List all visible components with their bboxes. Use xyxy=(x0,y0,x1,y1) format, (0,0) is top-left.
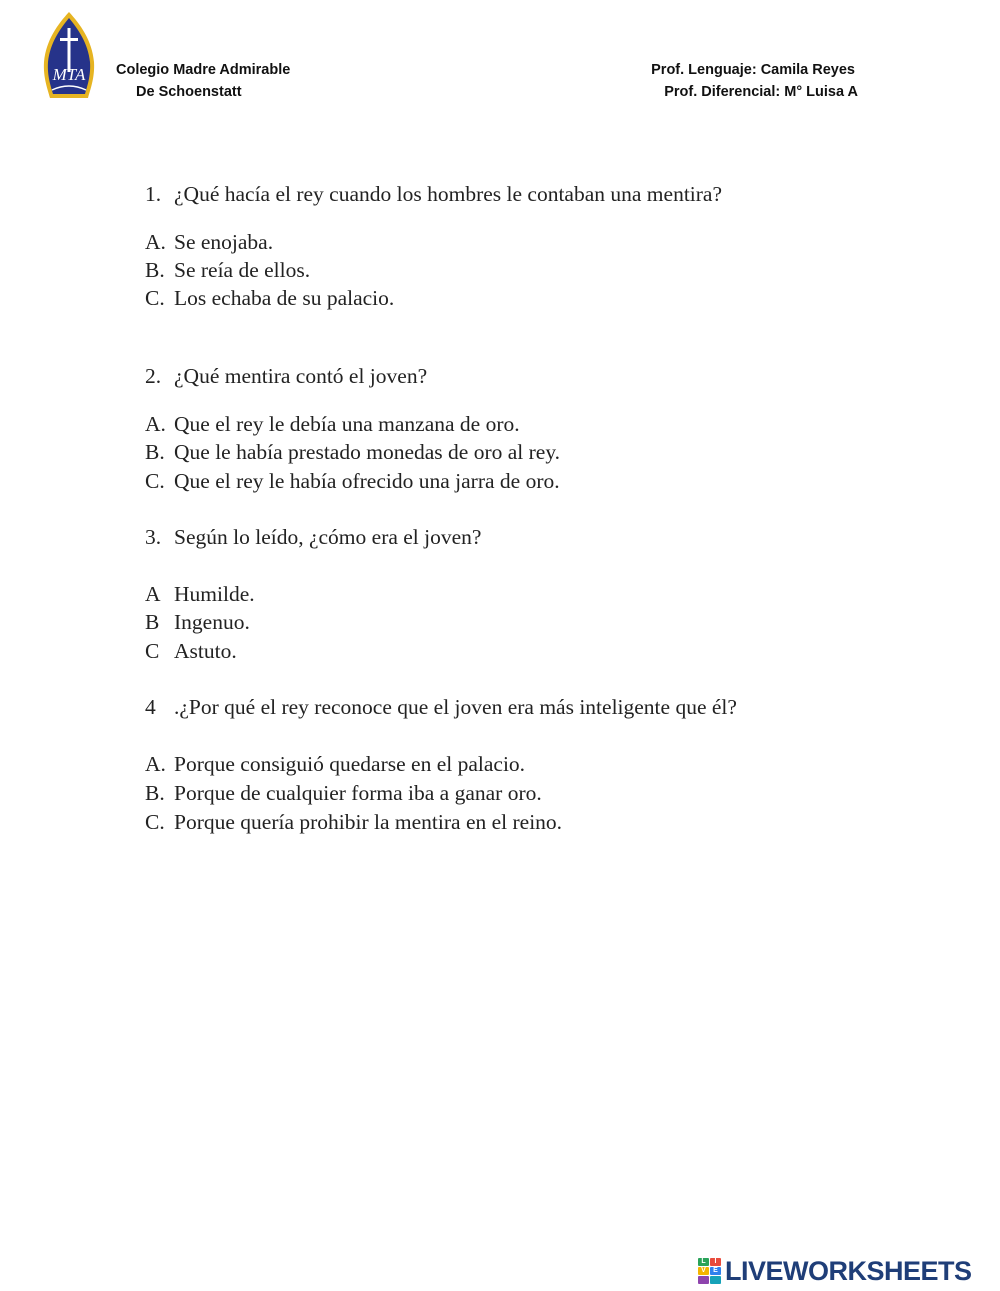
question-number: 2. xyxy=(145,364,162,388)
question-3-option-c[interactable] xyxy=(145,637,237,665)
school-name-line1: Colegio Madre Admirable xyxy=(116,62,291,78)
teacher-line2: Prof. Diferencial: M° Luisa A xyxy=(664,84,858,100)
brand-icon-letter: I xyxy=(710,1258,721,1266)
question-number: 1. xyxy=(145,182,162,206)
teacher-names xyxy=(651,59,858,103)
option-text: Se reía de ellos. xyxy=(174,258,311,282)
option-text: Porque consiguió quedarse en el palacio. xyxy=(174,752,526,776)
option-mark: A. xyxy=(145,752,166,776)
option-mark: B xyxy=(145,610,160,634)
option-mark: B. xyxy=(145,258,165,282)
question-number: 4 xyxy=(145,695,156,719)
brand-name: LIVEWORKSHEETS xyxy=(725,1255,972,1286)
option-mark: A. xyxy=(145,412,166,436)
option-mark: A. xyxy=(145,230,166,254)
teacher-line1: Prof. Lenguaje: Camila Reyes xyxy=(651,62,855,78)
school-crest-icon xyxy=(38,10,100,102)
question-2-option-a[interactable] xyxy=(145,410,520,438)
option-text: Astuto. xyxy=(174,639,237,663)
logo-letters: MTA xyxy=(52,65,86,84)
option-text: Porque quería prohibir la mentira en el reino. xyxy=(174,810,563,834)
question-number: 3. xyxy=(145,525,162,549)
question-1-option-c[interactable] xyxy=(145,284,394,312)
liveworksheets-brand xyxy=(698,1254,972,1288)
option-mark: B. xyxy=(145,440,165,464)
question-2-option-b[interactable] xyxy=(145,438,560,466)
question-3-option-a[interactable] xyxy=(145,580,255,608)
option-mark: C. xyxy=(145,286,165,310)
option-text: Porque de cualquier forma iba a ganar oro. xyxy=(174,781,542,805)
question-text: ¿Qué mentira contó el joven? xyxy=(174,364,428,388)
option-mark: C xyxy=(145,639,160,663)
school-name xyxy=(116,59,290,103)
question-1-option-a[interactable] xyxy=(145,228,273,256)
brand-icon-letter: L xyxy=(698,1258,709,1266)
question-3 xyxy=(145,523,481,551)
option-mark: C. xyxy=(145,810,165,834)
question-text: ¿Qué hacía el rey cuando los hombres le contaban una mentira? xyxy=(174,182,723,206)
option-text: Los echaba de su palacio. xyxy=(174,286,395,310)
school-name-line2: De Schoenstatt xyxy=(136,84,242,100)
question-1-option-b[interactable] xyxy=(145,256,310,284)
option-text: Que el rey le había ofrecido una jarra de oro. xyxy=(174,469,560,493)
option-mark: B. xyxy=(145,781,165,805)
question-4-option-b[interactable] xyxy=(145,779,542,807)
option-text: Que le había prestado monedas de oro al rey. xyxy=(174,440,561,464)
option-text: Que el rey le debía una manzana de oro. xyxy=(174,412,520,436)
question-2-option-c[interactable] xyxy=(145,467,560,495)
option-mark: C. xyxy=(145,469,165,493)
question-4 xyxy=(145,693,737,721)
liveworksheets-logo-icon xyxy=(698,1258,722,1284)
brand-icon-letter: V xyxy=(698,1267,709,1275)
option-text: Ingenuo. xyxy=(174,610,250,634)
question-1 xyxy=(145,180,722,208)
brand-icon-block xyxy=(710,1276,721,1284)
question-4-option-c[interactable] xyxy=(145,808,562,836)
option-text: Se enojaba. xyxy=(174,230,274,254)
question-3-option-b[interactable] xyxy=(145,608,250,636)
brand-icon-letter: E xyxy=(710,1267,721,1275)
brand-icon-block xyxy=(698,1276,709,1284)
question-2 xyxy=(145,362,427,390)
question-text: Según lo leído, ¿cómo era el joven? xyxy=(174,525,482,549)
question-4-option-a[interactable] xyxy=(145,750,525,778)
option-mark: A xyxy=(145,582,161,606)
option-text: Humilde. xyxy=(174,582,255,606)
question-text: .¿Por qué el rey reconoce que el joven era más inteligente que él? xyxy=(174,695,737,719)
school-logo xyxy=(38,10,100,102)
